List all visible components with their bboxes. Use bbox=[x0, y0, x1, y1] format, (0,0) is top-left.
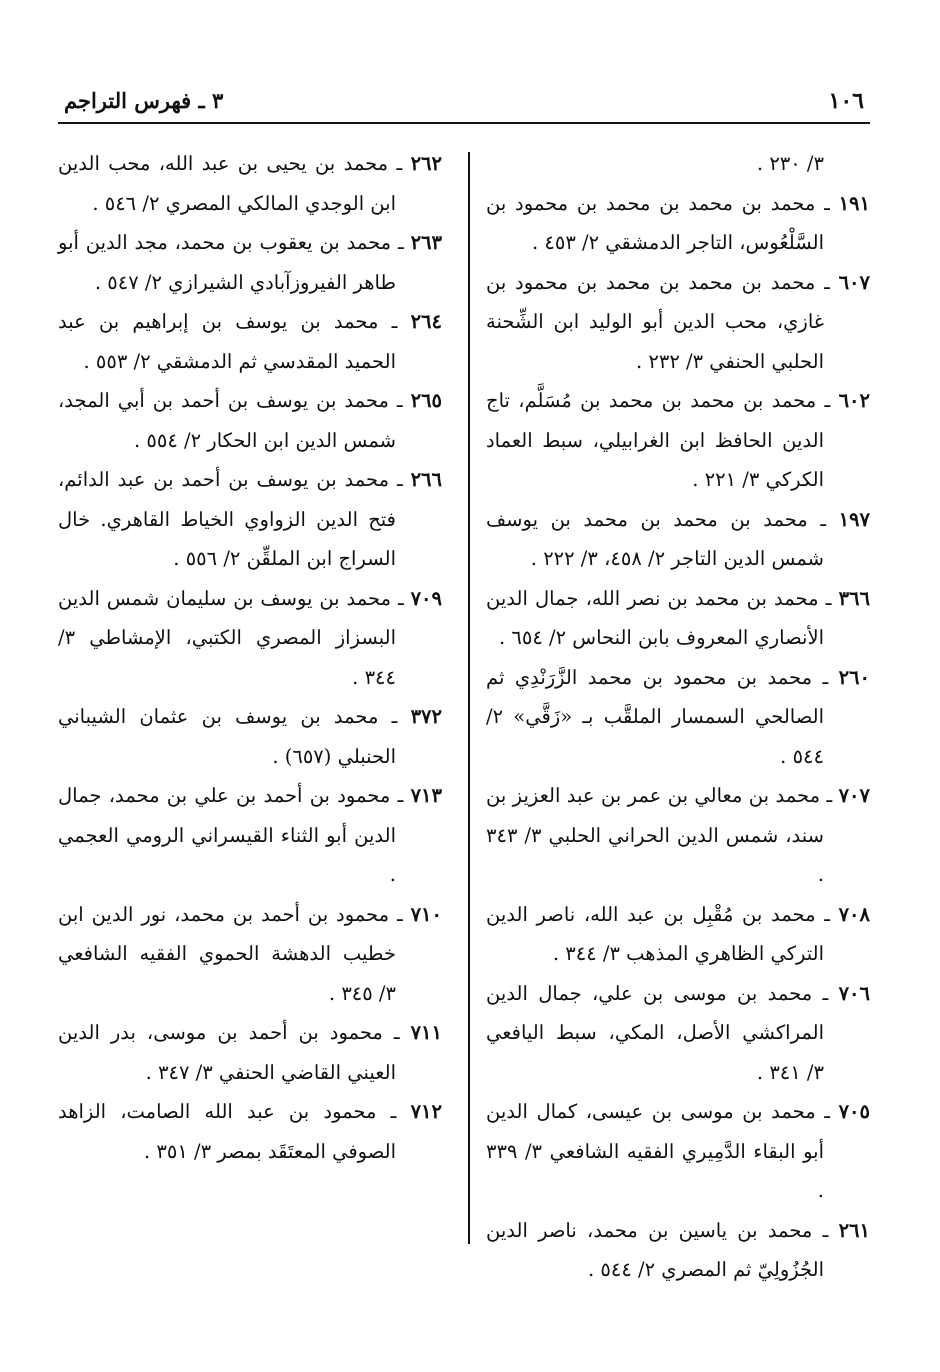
left-entry-list bbox=[58, 144, 442, 1171]
column-divider bbox=[468, 152, 470, 1244]
entry-separator: ـ bbox=[378, 705, 411, 728]
entry-text: محمود بن عبد الله الصامت، الزاهد الصوفي المعتَقَد بمصر ٣/ ٣٥١ . bbox=[58, 1100, 396, 1163]
entry-text: محمود بن أحمد بن محمد، نور الدين ابن خطيب الدهشة الحموي الفقيه الشافعي ٣/ ٣٤٥ . bbox=[58, 902, 396, 1005]
entry-separator: ـ bbox=[807, 507, 839, 531]
entry-separator: ـ bbox=[815, 902, 839, 926]
index-entry bbox=[486, 381, 870, 500]
entry-text: محمد بن معالي بن عمر بن عبد العزيز بن سند، شمس الدين الحراني الحلبي ٣/ ٣٤٣ . bbox=[486, 784, 824, 886]
entry-separator: ـ bbox=[812, 665, 839, 689]
entry-number: ٦٠٧ bbox=[838, 270, 870, 294]
entry-text: محمد بن يوسف بن أحمد بن أبي المجد، شمس الدين ابن الحكار ٢/ ٥٥٤ . bbox=[58, 389, 396, 452]
entry-number: ٧٠٧ bbox=[838, 784, 870, 807]
right-entry-list bbox=[486, 184, 870, 1290]
index-entry bbox=[58, 1092, 442, 1171]
entry-number: ٢٦٢ bbox=[410, 152, 442, 175]
entry-separator: ـ bbox=[376, 1100, 411, 1123]
entry-number: ٧٠٩ bbox=[410, 586, 442, 610]
index-entry bbox=[58, 302, 442, 381]
page-number: ١٠٦ bbox=[828, 88, 864, 114]
index-entry bbox=[58, 1013, 442, 1092]
index-entry bbox=[58, 144, 442, 223]
entry-text: محمد بن موسى بن علي، جمال الدين المراكشي الأصل، المكي، سبط اليافعي ٣/ ٣٤١ . bbox=[486, 981, 824, 1084]
right-column bbox=[486, 144, 870, 1290]
entry-separator: ـ bbox=[818, 586, 839, 610]
entry-separator: ـ bbox=[389, 902, 411, 926]
entry-separator: ـ bbox=[391, 231, 411, 254]
entry-separator: ـ bbox=[378, 310, 411, 333]
entry-separator: ـ bbox=[388, 389, 411, 412]
entry-separator: ـ bbox=[815, 191, 839, 215]
index-entry bbox=[486, 184, 870, 263]
entry-separator: ـ bbox=[388, 152, 411, 175]
entry-separator: ـ bbox=[812, 981, 839, 1005]
entry-number: ٣٧٢ bbox=[410, 705, 442, 728]
entry-number: ٧٠٦ bbox=[838, 981, 870, 1005]
index-entry bbox=[58, 460, 442, 579]
index-entry bbox=[486, 658, 870, 777]
index-entry bbox=[486, 263, 870, 382]
entry-text: محمد بن يوسف بن سليمان شمس الدين البسزاز المصري الكتبي، الإمشاطي ٣/ ٣٤٤ . bbox=[58, 586, 396, 689]
entry-text: محمد بن محمد بن محمد بن محمود بن السَّلْعُوس، التاجر الدمشقي ٢/ ٤٥٣ . bbox=[486, 191, 824, 254]
entry-text: محمد بن محمود بن محمد الزَّرَنْدِي ثم الصالحي السمسار الملقَّب بـ «زَقَّي» ٢/ ٥٤٤ . bbox=[486, 665, 824, 768]
entry-text: محمد بن محمد بن محمد بن محمود بن غازي، محب الدين أبو الوليد ابن الشِّحنة الحلبي الحنفي ٣/ ٢٣٢ . bbox=[486, 270, 824, 373]
entry-text: محمد بن محمد بن نصر الله، جمال الدين الأنصاري المعروف بابن النحاس ٢/ ٦٥٤ . bbox=[486, 586, 824, 649]
entry-separator: ـ bbox=[815, 270, 839, 294]
index-entry bbox=[58, 697, 442, 776]
entry-text: محمد بن محمد بن محمد بن مُسَلَّم، تاج الدين الحافظ ابن الغرابيلي، سبط العماد الكركي ٣/ ٢٢١ . bbox=[486, 389, 824, 491]
index-entry bbox=[58, 223, 442, 302]
entry-number: ٧٠٨ bbox=[838, 902, 870, 926]
entry-separator: ـ bbox=[390, 784, 411, 807]
entry-text: محمود بن أحمد بن علي بن محمد، جمال الدين أبو الثناء القيسراني الرومي العجمي . bbox=[58, 784, 396, 886]
entry-number: ٧١٣ bbox=[410, 784, 442, 807]
entry-separator: ـ bbox=[391, 586, 411, 610]
entry-separator: ـ bbox=[389, 468, 411, 491]
continuation-text: ٣/ ٢٣٠ . bbox=[756, 152, 824, 175]
entry-number: ٢٦٦ bbox=[410, 468, 442, 491]
entry-number: ٧١٢ bbox=[410, 1100, 442, 1123]
entry-separator: ـ bbox=[382, 1021, 411, 1044]
left-column bbox=[58, 144, 442, 1171]
entry-number: ٢٦٠ bbox=[838, 665, 870, 689]
entry-number: ٧٠٥ bbox=[838, 1100, 870, 1123]
entry-text: محمود بن أحمد بن موسى، بدر الدين العيني القاضي الحنفي ٣/ ٣٤٧ . bbox=[58, 1021, 396, 1084]
index-entry bbox=[58, 776, 442, 895]
entry-number: ٢٦٥ bbox=[410, 389, 442, 412]
entry-text: محمد بن ياسين بن محمد، ناصر الدين الجُزُولِيّ ثم المصري ٢/ ٥٤٤ . bbox=[486, 1218, 824, 1281]
entry-text: محمد بن محمد بن محمد بن يوسف شمس الدين التاجر ٢/ ٤٥٨، ٣/ ٢٢٢ . bbox=[486, 507, 824, 570]
index-entry bbox=[486, 500, 870, 579]
index-entry bbox=[58, 381, 442, 460]
entry-number: ٧١١ bbox=[410, 1021, 442, 1044]
index-entry bbox=[486, 974, 870, 1093]
index-entry bbox=[486, 776, 870, 895]
index-entry bbox=[58, 579, 442, 698]
entry-separator: ـ bbox=[820, 784, 839, 807]
entry-text: محمد بن يوسف بن عثمان الشيباني الحنبلي (٦٥٧) . bbox=[58, 705, 396, 768]
entry-number: ٢٦٣ bbox=[410, 231, 442, 254]
entry-text: محمد بن يحيى بن عبد الله، محب الدين ابن الوجدي المالكي المصري ٢/ ٥٤٦ . bbox=[58, 152, 396, 215]
entry-number: ٢٦٤ bbox=[410, 310, 442, 333]
entry-number: ٦٠٢ bbox=[838, 389, 870, 412]
index-entry bbox=[486, 1211, 870, 1290]
entry-number: ٧١٠ bbox=[410, 902, 442, 926]
index-entry bbox=[486, 579, 870, 658]
index-entry bbox=[486, 895, 870, 974]
entry-separator: ـ bbox=[816, 389, 839, 412]
entry-separator: ـ bbox=[815, 1100, 839, 1123]
index-entry bbox=[58, 895, 442, 1014]
section-title: ٣ ـ فهرس التراجم bbox=[64, 88, 224, 113]
entry-number: ١٩٧ bbox=[838, 507, 870, 531]
entry-separator: ـ bbox=[812, 1218, 839, 1242]
entry-text: محمد بن مُقْبِل بن عبد الله، ناصر الدين التركي الظاهري المذهب ٣/ ٣٤٤ . bbox=[486, 902, 824, 965]
entry-number: ٣٦٦ bbox=[838, 586, 870, 610]
entry-text: محمد بن يعقوب بن محمد، مجد الدين أبو طاهر الفيروزآبادي الشيرازي ٢/ ٥٤٧ . bbox=[58, 231, 396, 294]
entry-text: محمد بن يوسف بن إبراهيم بن عبد الحميد المقدسي ثم الدمشقي ٢/ ٥٥٣ . bbox=[58, 310, 396, 373]
entry-number: ١٩١ bbox=[838, 191, 870, 215]
index-entry bbox=[486, 1092, 870, 1211]
entry-text: محمد بن موسى بن عيسى، كمال الدين أبو البقاء الدَّمِيري الفقيه الشافعي ٣/ ٣٣٩ . bbox=[486, 1100, 824, 1202]
page-header bbox=[58, 88, 870, 124]
entry-text: محمد بن يوسف بن أحمد بن عبد الدائم، فتح الدين الزواوي الخياط القاهري. خال السراج ابن الملقِّن ٢/ ٥٥٦ . bbox=[58, 468, 396, 570]
entry-number: ٢٦١ bbox=[838, 1218, 870, 1242]
